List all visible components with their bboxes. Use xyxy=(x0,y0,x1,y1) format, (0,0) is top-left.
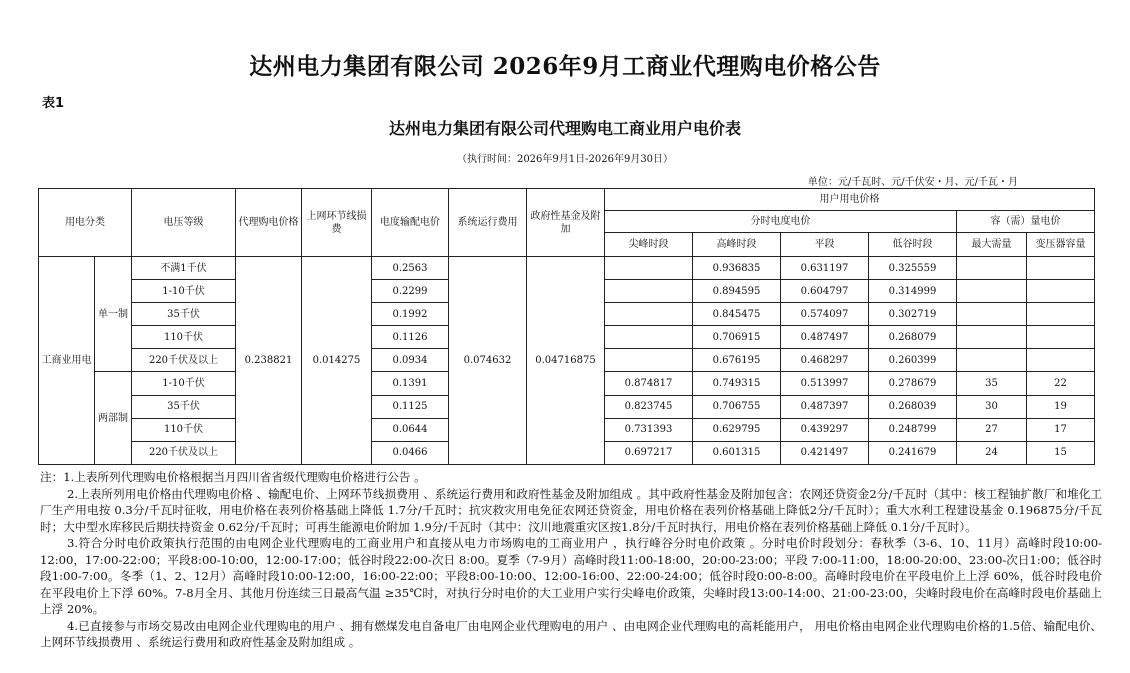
flat-cell: 0.631197 xyxy=(781,257,869,280)
header-voltage: 电压等级 xyxy=(132,189,236,257)
peak-cell: 0.629795 xyxy=(693,418,781,441)
transmission-cell: 0.1126 xyxy=(372,326,449,349)
voltage-cell: 不满1千伏 xyxy=(132,257,236,280)
transmission-cell: 0.1391 xyxy=(372,372,449,395)
peak-cell: 0.845475 xyxy=(693,303,781,326)
header-system-fee: 系统运行费用 xyxy=(449,189,527,257)
header-peak: 高峰时段 xyxy=(693,233,781,257)
note-3: 3.符合分时电价政策执行范围的由电网企业代理购电的工商业用户和直接从电力市场购电的工商业用户 ，执行峰谷分时电价政策 。分时电价时段划分：春秋季（3-6、10、11月）高峰时段10:00-12:00，17:00-22:00；平段8:00-10:00，12:00-17:00；低谷时段22:00-次日 8:00。夏季（7-9月）高峰时段11:00-18:00，20:00-23:00；平段 7:00-11:00，18:00-20:00、23:00-次日1:00；低谷时段1:00-7:00。冬季（1、2、12月）高峰时段10:00-12:00，16:00-22:00；平段8:00-10:00、12:00-16:00、22:00-24:00；低谷时段0:00-8:00。高峰时段电价在平段电价上上浮 60%，低谷时段电价在平段电价上下浮 60%。7-8月全月、其他月份连续三日最高气温 ≥35℃时，对执行分时电价的大工业用户实行尖峰电价政策，尖峰时段13:00-14:00、21:00-23:00，尖峰时段电价在高峰时段电价基础上上浮 20%。 xyxy=(40,536,1102,616)
header-grid-loss: 上网环节线损费 xyxy=(302,189,372,257)
valley-cell: 0.278679 xyxy=(869,372,957,395)
transmission-cell: 0.1125 xyxy=(372,395,449,418)
table-title: 达州电力集团有限公司代理购电工商业用户电价表 xyxy=(388,119,741,138)
execution-period: （执行时间：2026年9月1日-2026年9月30日） xyxy=(456,154,674,165)
header-transformer: 变压器容量 xyxy=(1027,233,1095,257)
transformer-cell: 19 xyxy=(1027,395,1095,418)
sharp-cell xyxy=(605,303,693,326)
voltage-cell: 220千伏及以上 xyxy=(132,349,236,372)
note-1: 注：1.上表所列代理购电价格根据当月四川省省级代理购电价格进行公告 。 xyxy=(40,470,426,484)
valley-cell: 0.302719 xyxy=(869,303,957,326)
agency-price-cell: 0.238821 xyxy=(236,257,302,465)
demand-cell: 30 xyxy=(957,395,1027,418)
peak-cell: 0.894595 xyxy=(693,280,781,303)
voltage-cell: 220千伏及以上 xyxy=(132,441,236,464)
table-row xyxy=(39,257,1095,280)
table-number: 表1 xyxy=(42,96,65,111)
note-4: 4.已直接参与市场交易改由电网企业代理购电的用户 、拥有燃煤发电自备电厂由电网企业代理购电的用户 、由电网企业代理购电的高耗能用户， 用电价格由电网企业代理购电价格的1.5倍、输配电价、上网环节线损费用 、系统运行费用和政府性基金及附加组成 。 xyxy=(40,618,1102,649)
peak-cell: 0.706755 xyxy=(693,395,781,418)
valley-cell: 0.241679 xyxy=(869,441,957,464)
header-category: 用电分类 xyxy=(39,189,132,257)
grid-loss-cell: 0.014275 xyxy=(302,257,372,465)
voltage-cell: 1-10千伏 xyxy=(132,372,236,395)
header-agency-price: 代理购电价格 xyxy=(236,189,302,257)
sharp-cell xyxy=(605,280,693,303)
header-valley: 低谷时段 xyxy=(869,233,957,257)
transformer-cell: 15 xyxy=(1027,441,1095,464)
transformer-cell: 22 xyxy=(1027,372,1095,395)
demand-cell xyxy=(957,326,1027,349)
transformer-cell xyxy=(1027,280,1095,303)
flat-cell: 0.574097 xyxy=(781,303,869,326)
demand-cell xyxy=(957,280,1027,303)
valley-cell: 0.268039 xyxy=(869,395,957,418)
flat-cell: 0.468297 xyxy=(781,349,869,372)
flat-cell: 0.604797 xyxy=(781,280,869,303)
two-part-cell: 两部制 xyxy=(95,372,132,464)
price-table xyxy=(38,188,1095,465)
sharp-cell xyxy=(605,326,693,349)
peak-cell: 0.706915 xyxy=(693,326,781,349)
valley-cell: 0.314999 xyxy=(869,280,957,303)
category-cell: 工商业用电 xyxy=(39,257,95,465)
demand-cell: 24 xyxy=(957,441,1027,464)
demand-cell xyxy=(957,257,1027,280)
peak-cell: 0.936835 xyxy=(693,257,781,280)
gov-fund-cell: 0.04716875 xyxy=(527,257,605,465)
voltage-cell: 110千伏 xyxy=(132,418,236,441)
transformer-cell xyxy=(1027,349,1095,372)
single-system-cell: 单一制 xyxy=(95,257,132,372)
voltage-cell: 1-10千伏 xyxy=(132,280,236,303)
demand-cell xyxy=(957,303,1027,326)
sharp-cell: 0.697217 xyxy=(605,441,693,464)
flat-cell: 0.421497 xyxy=(781,441,869,464)
note-2: 2.上表所列用电价格由代理购电价格 、输配电价、上网环节线损费用 、系统运行费用和政府性基金及附加组成 。其中政府性基金及附加包含：农网还贷资金2分/千瓦时（其中：核工程铀扩散厂和堆化工厂生产用电按 0.3分/千瓦时征收，用电价格在表列价格基础上降低 1.7分/千瓦时；抗灾救灾用电免征农网还贷资金，用电价格在表列价格基础上降低2分/千瓦时）；重大水利工程建设基金 0.196875分/千瓦时；大中型水库移民后期扶持资金 0.62分/千瓦时；可再生能源电价附加 1.9分/千瓦时（其中：汶川地震重灾区按1.8分/千瓦时执行，用电价格在表列价格基础上降低 0.1分/千瓦时）。 xyxy=(40,486,1102,534)
voltage-cell: 35千伏 xyxy=(132,395,236,418)
system-fee-cell: 0.074632 xyxy=(449,257,527,465)
header-max-demand: 最大需量 xyxy=(957,233,1027,257)
peak-cell: 0.601315 xyxy=(693,441,781,464)
header-gov-fund: 政府性基金及附加 xyxy=(527,189,605,257)
transmission-cell: 0.2299 xyxy=(372,280,449,303)
peak-cell: 0.676195 xyxy=(693,349,781,372)
demand-cell: 27 xyxy=(957,418,1027,441)
flat-cell: 0.439297 xyxy=(781,418,869,441)
header-tou-price: 分时电度电价 xyxy=(605,211,957,233)
header-user-price: 用户用电价格 xyxy=(605,189,1095,211)
sharp-cell xyxy=(605,257,693,280)
flat-cell: 0.487497 xyxy=(781,326,869,349)
header-capacity-price: 容（需）量电价 xyxy=(957,211,1095,233)
sharp-cell xyxy=(605,349,693,372)
sharp-cell: 0.874817 xyxy=(605,372,693,395)
flat-cell: 0.513997 xyxy=(781,372,869,395)
valley-cell: 0.248799 xyxy=(869,418,957,441)
unit-note: 单位：元/千瓦时、元/千伏安・月、元/千瓦・月 xyxy=(807,177,1018,188)
header-sharp-peak: 尖峰时段 xyxy=(605,233,693,257)
demand-cell xyxy=(957,349,1027,372)
demand-cell: 35 xyxy=(957,372,1027,395)
flat-cell: 0.487397 xyxy=(781,395,869,418)
voltage-cell: 110千伏 xyxy=(132,326,236,349)
transmission-cell: 0.0644 xyxy=(372,418,449,441)
valley-cell: 0.325559 xyxy=(869,257,957,280)
sharp-cell: 0.731393 xyxy=(605,418,693,441)
transformer-cell xyxy=(1027,303,1095,326)
transmission-cell: 0.2563 xyxy=(372,257,449,280)
peak-cell: 0.749315 xyxy=(693,372,781,395)
transmission-cell: 0.0934 xyxy=(372,349,449,372)
sharp-cell: 0.823745 xyxy=(605,395,693,418)
transformer-cell: 17 xyxy=(1027,418,1095,441)
transmission-cell: 0.0466 xyxy=(372,441,449,464)
valley-cell: 0.260399 xyxy=(869,349,957,372)
notes-section xyxy=(40,469,1102,651)
announcement-title: 达州电力集团有限公司 2026年9月工商业代理购电价格公告 xyxy=(249,53,881,80)
transmission-cell: 0.1992 xyxy=(372,303,449,326)
transformer-cell xyxy=(1027,326,1095,349)
header-flat: 平段 xyxy=(781,233,869,257)
valley-cell: 0.268079 xyxy=(869,326,957,349)
header-transmission: 电度输配电价 xyxy=(372,189,449,257)
voltage-cell: 35千伏 xyxy=(132,303,236,326)
transformer-cell xyxy=(1027,257,1095,280)
